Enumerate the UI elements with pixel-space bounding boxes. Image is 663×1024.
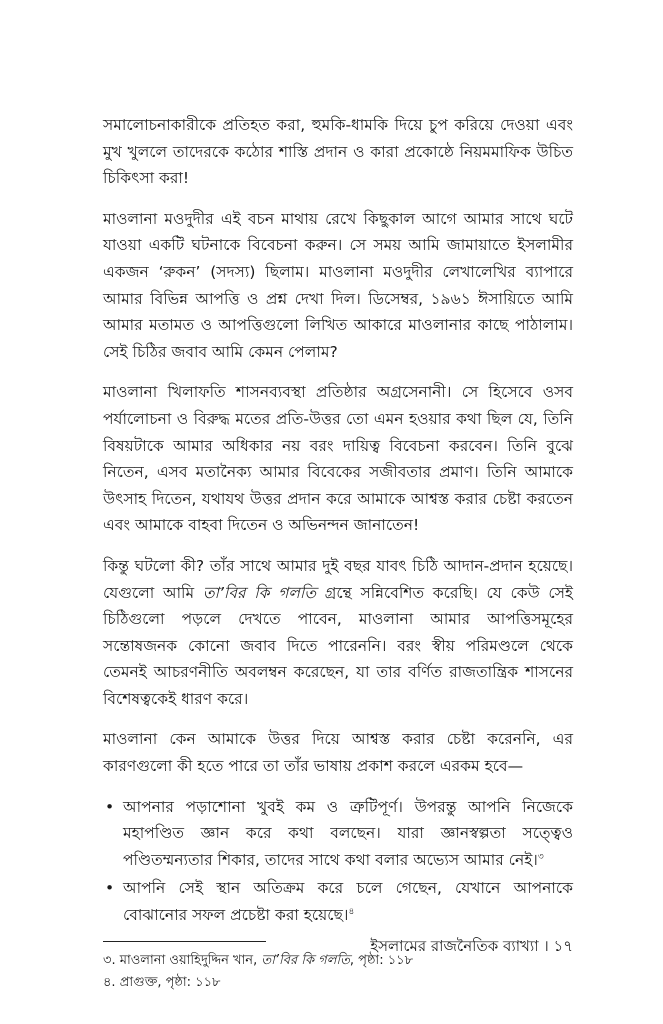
bullet-text: আপনার পড়াশোনা খুবই কম ও ত্রুটিপূর্ণ। উপরন্তু আপনি নিজেকে মহাপণ্ডিত জ্ঞান করে কথা বলছেন। যারা জ্ঞানস্বল্পতা সত্ত্বেও পণ্ডিতম্মন্যতার শিকার, তাদের সাথে কথা বলার অভ্যেস আমার নেই। [123, 797, 573, 869]
paragraph-5: মাওলানা কেন আমাকে উত্তর দিয়ে আশ্বস্ত করার চেষ্টা করেননি, এর কারণগুলো কী হতে পারে তা তাঁর ভাষায় প্রকাশ করলে এরকম হবে— [103, 730, 573, 776]
paragraph-1: সমালোচনাকারীকে প্রতিহত করা, হুমকি-ধামকি দিয়ে চুপ করিয়ে দেওয়া এবং মুখ খুললে তাদেরকে কঠোর শাস্তি প্রদান ও কারা প্রকোষ্ঠে নিয়মমাফিক উচিত চিকিৎসা করা! [103, 116, 573, 188]
footnote-book-title: তা’বির কি গলতি [261, 952, 350, 968]
footnote-text: প্রাগুক্ত, পৃষ্ঠা: ১১৮ [115, 974, 221, 990]
page-body [103, 112, 573, 994]
footnote-ref[interactable]: ৪ [348, 906, 355, 917]
footnote-number: ৩. [103, 952, 116, 968]
footer-separator: । [538, 937, 554, 955]
footnote-number: ৪. [103, 974, 116, 990]
page-number: ১৭ [553, 937, 573, 955]
paragraph-4-text-a: কিন্তু ঘটলো কী? তাঁর সাথে আমার দুই বছর যাবৎ চিঠি আদান-প্রদান হয়েছে। যেগুলো আমি [103, 556, 573, 602]
bullet-marker: • [105, 797, 115, 816]
footnote-ref[interactable]: ৩ [537, 851, 544, 862]
footnote-divider [103, 941, 266, 942]
running-title: ইসলামের রাজনৈতিক ব্যাখ্যা [370, 937, 539, 955]
page-footer [370, 935, 573, 960]
bullet-text: আপনি সেই স্থান অতিক্রম করে চলে গেছেন, যেখানে আপনাকে বোঝানোর সফল প্রচেষ্টা করা হয়েছে। [123, 879, 573, 925]
footnote-page: , পৃষ্ঠা: ১১৮ [349, 952, 414, 968]
footnote-text: মাওলানা ওয়াহিদুদ্দিন খান, [115, 952, 262, 968]
footnote-4 [103, 972, 573, 994]
bullet-list [103, 794, 573, 929]
paragraph-4 [103, 553, 573, 713]
paragraph-4-text-b: গ্রন্থে সন্নিবেশিত করেছি। যে কেউ সেই চিঠিগুলো পড়লে দেখতে পাবেন, মাওলানা আমার আপত্তিসমূহের সন্তোষজনক কোনো জবাব দিতে পারেননি। বরং স্বীয় পরিমণ্ডলে থেকে তেমনই আচরণনীতি অবলম্বন করেছেন, যা তার বর্ণিত রাজতান্ত্রিক শাসনের বিশেষত্বকেই ধারণ করে। [103, 583, 573, 708]
bullet-item-1 [103, 794, 573, 874]
book-title: তা’বির কি গলতি [202, 583, 316, 602]
bullet-marker: • [105, 879, 115, 898]
bullet-item-2 [103, 875, 573, 928]
paragraph-3: মাওলানা খিলাফতি শাসনব্যবস্থা প্রতিষ্ঠার অগ্রসেনানী। সে হিসেবে ওসব পর্যালোচনা ও বিরুদ্ধ মতের প্রতি-উত্তর তো এমন হওয়ার কথা ছিল যে, তিনি বিষয়টাকে আমার অধিকার নয় বরং দায়িত্ব বিবেচনা করবেন। তিনি বুঝে নিতেন, এসব মতানৈক্য আমার বিবেকের সজীবতার প্রমাণ। তিনি আমাকে উৎসাহ দিতেন, যথাযথ উত্তর প্রদান করে আমাকে আশ্বস্ত করার চেষ্টা করতেন এবং আমাকে বাহবা দিতেন ও অভিনন্দন জানাতেন! [103, 383, 573, 535]
paragraph-2: মাওলানা মওদুদীর এই বচন মাথায় রেখে কিছুকাল আগে আমার সাথে ঘটে যাওয়া একটি ঘটনাকে বিবেচনা করুন। সে সময় আমি জামায়াতে ইসলামীর একজন ‘রুকন’ (সদস্য) ছিলাম। মাওলানা মওদুদীর লেখালেখির ব্যাপারে আমার বিভিন্ন আপত্তি ও প্রশ্ন দেখা দিল। ডিসেম্বর, ১৯৬১ ঈসায়িতে আমি আমার মতামত ও আপত্তিগুলো লিখিত আকারে মাওলানার কাছে পাঠালাম। সেই চিঠির জবাব আমি কেমন পেলাম? [103, 209, 573, 361]
